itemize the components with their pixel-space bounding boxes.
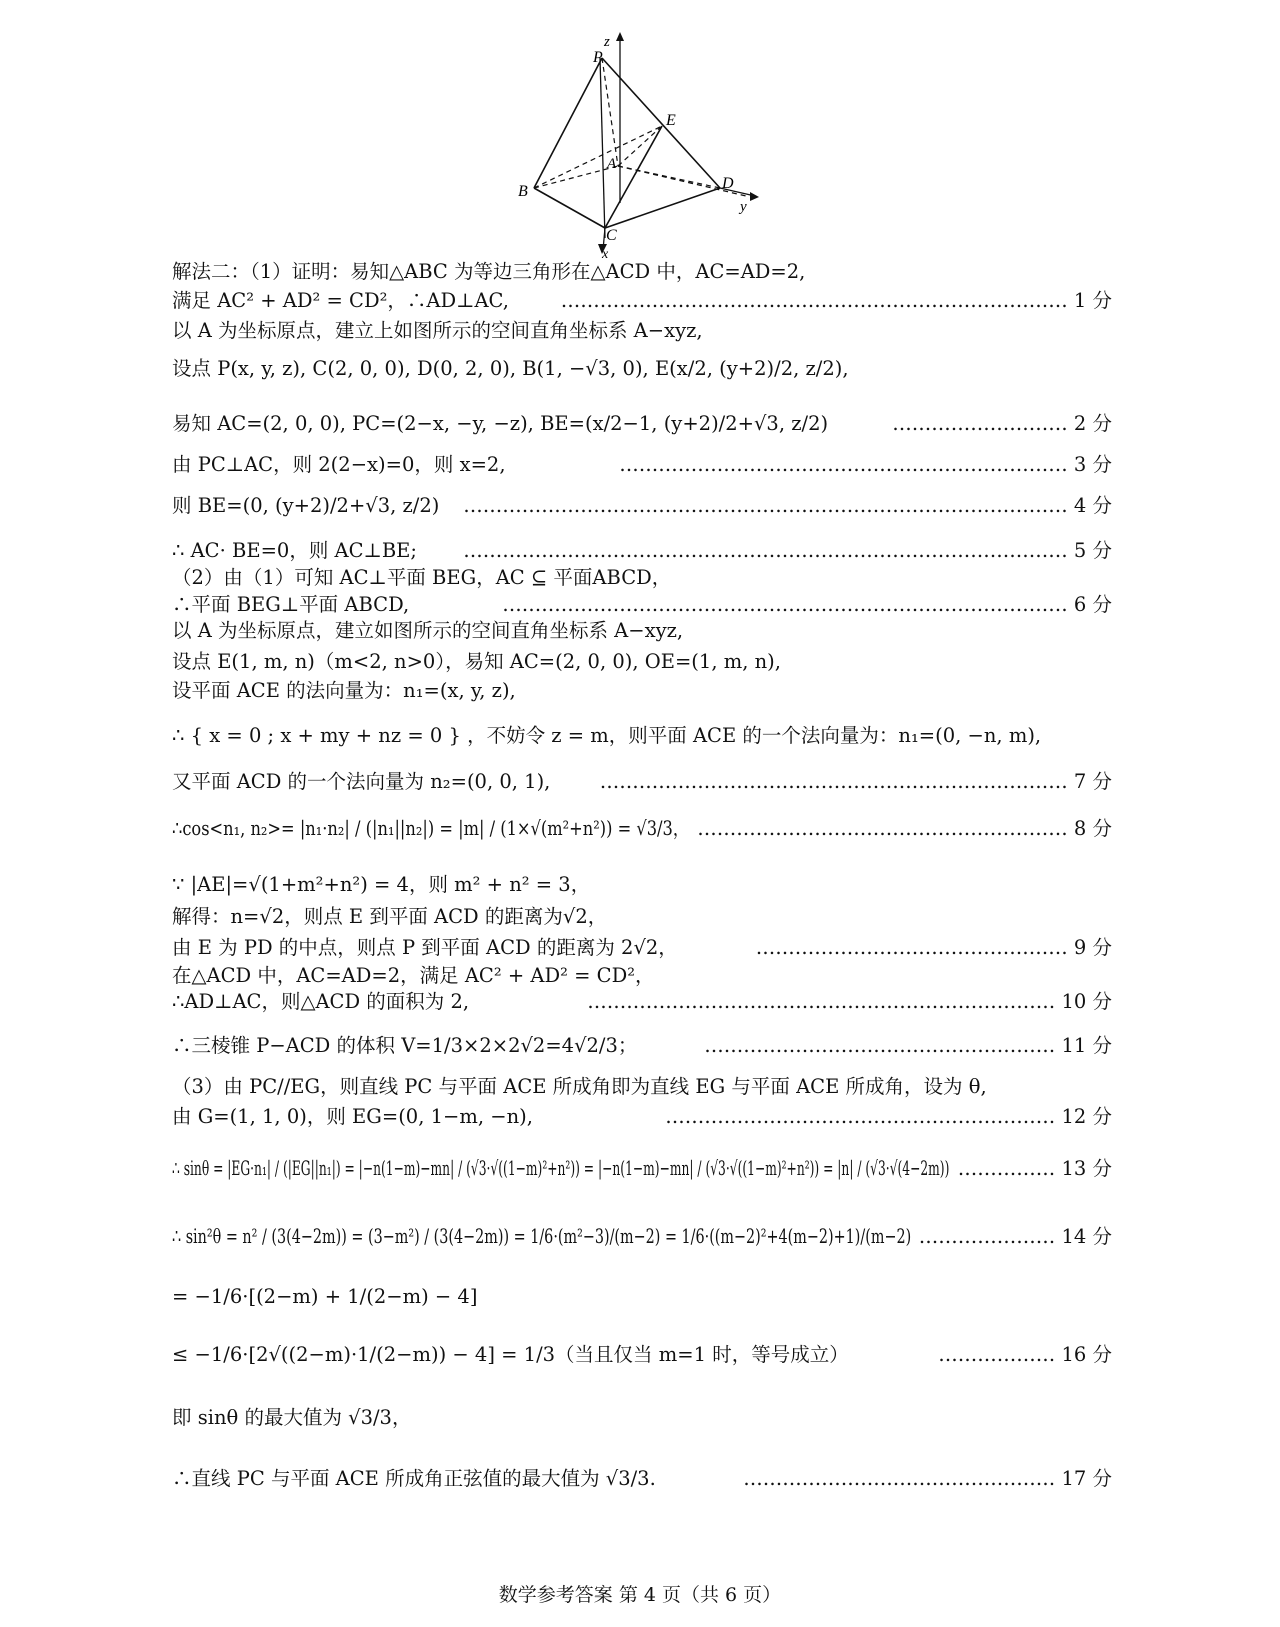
solution-line-text: ∴平面 BEG⊥平面 ABCD, (172, 593, 410, 616)
solution-line-text: 满足 AC² + AD² = CD²，∴AD⊥AC, (172, 289, 509, 312)
solution-line (172, 722, 1112, 750)
solution-line (172, 317, 1112, 345)
solution-line (172, 355, 1112, 383)
figure-label-C: C (606, 227, 617, 244)
score-marker: …………… 13 分 (957, 1157, 1112, 1180)
solution-line-text: 由 E 为 PD 的中点，则点 P 到平面 ACD 的距离为 2√2， (172, 936, 678, 959)
solution-line (172, 1103, 1112, 1131)
solution-line (172, 1341, 1112, 1369)
score-marker: ………………… 14 分 (918, 1225, 1112, 1248)
solution-line-text: 解法二：（1）证明：易知△ABC 为等边三角形在△ACD 中，AC=AD=2, (172, 260, 806, 283)
solution-line-text: 解得：n=√2，则点 E 到平面 ACD 的距离为√2， (172, 905, 608, 928)
score-marker: …………………………………………………… 12 分 (665, 1105, 1112, 1128)
solution-line (172, 677, 1112, 705)
solution-line (172, 537, 1112, 565)
score-marker: ………………………………………………………………………………… 4 分 (463, 494, 1112, 517)
solution-line-text: 易知 AC=(2, 0, 0), PC=(2−x, −y, −z), BE=(x/2−1, (y+2)/2+√3, z/2) (172, 412, 829, 435)
solution-line (172, 617, 1112, 645)
solution-line-text: ∴ sinθ = |EG·n₁| / (|EG||n₁|) = |−n(1−m)−mn| / (√3·√((1−m)²+n²)) = |−n(1−m)−mn| / (√3·√((1−m)²+n²)) = |n| / (√3·√(4−2m)) (172, 1157, 950, 1180)
solution-line-text: 又平面 ACD 的一个法向量为 n₂=(0, 0, 1), (172, 770, 551, 793)
score-marker: …………………………………………………………… 3 分 (619, 453, 1112, 476)
solution-line-text: （3）由 PC//EG，则直线 PC 与平面 ACE 所成角即为直线 EG 与平面 ACE 所成角，设为 θ, (172, 1075, 987, 1098)
figure-label-E: E (666, 112, 676, 129)
score-marker: …………………………………………………………………………… 6 分 (502, 593, 1112, 616)
score-marker: ……………………………………………… 11 分 (704, 1034, 1112, 1057)
solution-line-text: 即 sinθ 的最大值为 √3/3， (172, 1406, 412, 1429)
solution-line (172, 492, 1112, 520)
solution-line (172, 564, 1112, 592)
solution-line-text: ∴AD⊥AC，则△ACD 的面积为 2, (172, 990, 470, 1013)
score-marker: ……………………………………………………………… 7 分 (599, 770, 1112, 793)
solution-line (172, 1223, 1112, 1251)
solution-line-text: ∴ { x = 0 ; x + my + nz = 0 } ，不妨令 z = m，则平面 ACE 的一个法向量为：n₁=(0, −n, m), (172, 724, 1042, 747)
solution-line-text: 设平面 ACE 的法向量为：n₁=(x, y, z), (172, 679, 516, 702)
solution-line (172, 815, 1112, 843)
solution-line (172, 962, 1112, 990)
score-marker: ……………… 16 分 (938, 1343, 1112, 1366)
figure-label-y: y (740, 199, 747, 215)
solution-line (172, 1283, 1112, 1311)
solution-line (172, 1032, 1112, 1060)
solution-line (172, 287, 1112, 315)
solution-line-text: 以 A 为坐标原点，建立上如图所示的空间直角坐标系 A−xyz, (172, 319, 703, 342)
solution-line (172, 934, 1112, 962)
solution-line-text: ∵ |AE|=√(1+m²+n²) = 4，则 m² + n² = 3， (172, 873, 591, 896)
score-marker: ………………………………………………… 8 分 (697, 817, 1112, 840)
score-marker: ……………………………………………………………… 10 分 (587, 990, 1112, 1013)
figure-label-A: A (607, 156, 617, 172)
solution-line-text: ∴ AC· BE=0，则 AC⊥BE; (172, 539, 417, 562)
solution-line (172, 1073, 1112, 1101)
solution-line-text: 设点 P(x, y, z), C(2, 0, 0), D(0, 2, 0), B(1, −√3, 0), E(x/2, (y+2)/2, z/2), (172, 357, 849, 380)
solution-line-text: ∴三棱锥 P−ACD 的体积 V=1/3×2×2√2=4√2/3； (172, 1034, 638, 1057)
solution-line-text: = −1/6·[(2−m) + 1/(2−m) − 4] (172, 1285, 478, 1308)
solution-line (172, 1155, 1112, 1183)
solution-line (172, 410, 1112, 438)
score-marker: …………………………………………………………………… 1 分 (560, 289, 1112, 312)
solution-line-text: ∴ sin²θ = n² / (3(4−2m)) = (3−m²) / (3(4−2m)) = 1/6·(m²−3)/(m−2) = 1/6·((m−2)²+4(m−2)+1)/(m−2) (172, 1225, 912, 1248)
solution-line (172, 591, 1112, 619)
solution-line (172, 871, 1112, 899)
solution-line-text: 设点 E(1, m, n)（m<2, n>0），易知 AC=(2, 0, 0), OE=(1, m, n), (172, 650, 781, 673)
figure-label-B: B (518, 183, 528, 200)
solution-line (172, 768, 1112, 796)
solution-line (172, 648, 1112, 676)
tetrahedron-figure (510, 28, 770, 260)
solution-line-text: 则 BE=(0, (y+2)/2+√3, z/2) (172, 494, 440, 517)
solution-line-text: 以 A 为坐标原点，建立如图所示的空间直角坐标系 A−xyz, (172, 619, 684, 642)
solution-line-text: 由 PC⊥AC，则 2(2−x)=0，则 x=2, (172, 453, 506, 476)
solution-line (172, 258, 1112, 286)
solution-line-text: 在△ACD 中，AC=AD=2，满足 AC² + AD² = CD²， (172, 964, 655, 987)
score-marker: ……………………… 2 分 (892, 412, 1112, 435)
figure-label-z: z (604, 34, 610, 50)
solution-line-text: ∴cos<n₁, n₂>= |n₁·n₂| / (|n₁||n₂|) = |m| / (1×√(m²+n²)) = √3/3， (172, 817, 690, 840)
solution-line (172, 903, 1112, 931)
solution-line-text: 由 G=(1, 1, 0)，则 EG=(0, 1−m, −n), (172, 1105, 533, 1128)
score-marker: ………………………………………… 9 分 (755, 936, 1112, 959)
solution-line (172, 1465, 1112, 1493)
solution-line-text: ≤ −1/6·[2√((2−m)·1/(2−m)) − 4] = 1/3（当且仅当 m=1 时，等号成立） (172, 1343, 849, 1366)
figure-label-x: x (602, 247, 609, 260)
score-marker: ………………………………………… 17 分 (743, 1467, 1112, 1490)
solution-line-text: ∴直线 PC 与平面 ACE 所成角正弦值的最大值为 √3/3. (172, 1467, 656, 1490)
solution-line-text: （2）由（1）可知 AC⊥平面 BEG，AC ⊆ 平面ABCD， (172, 566, 672, 589)
figure-label-P: P (593, 49, 603, 66)
solution-line (172, 1404, 1112, 1432)
figure-label-D: D (722, 175, 734, 192)
solution-line (172, 988, 1112, 1016)
solution-line (172, 451, 1112, 479)
score-marker: ………………………………………………………………………………… 5 分 (463, 539, 1112, 562)
page-footer: 数学参考答案 第 4 页（共 6 页） (498, 1584, 782, 1606)
